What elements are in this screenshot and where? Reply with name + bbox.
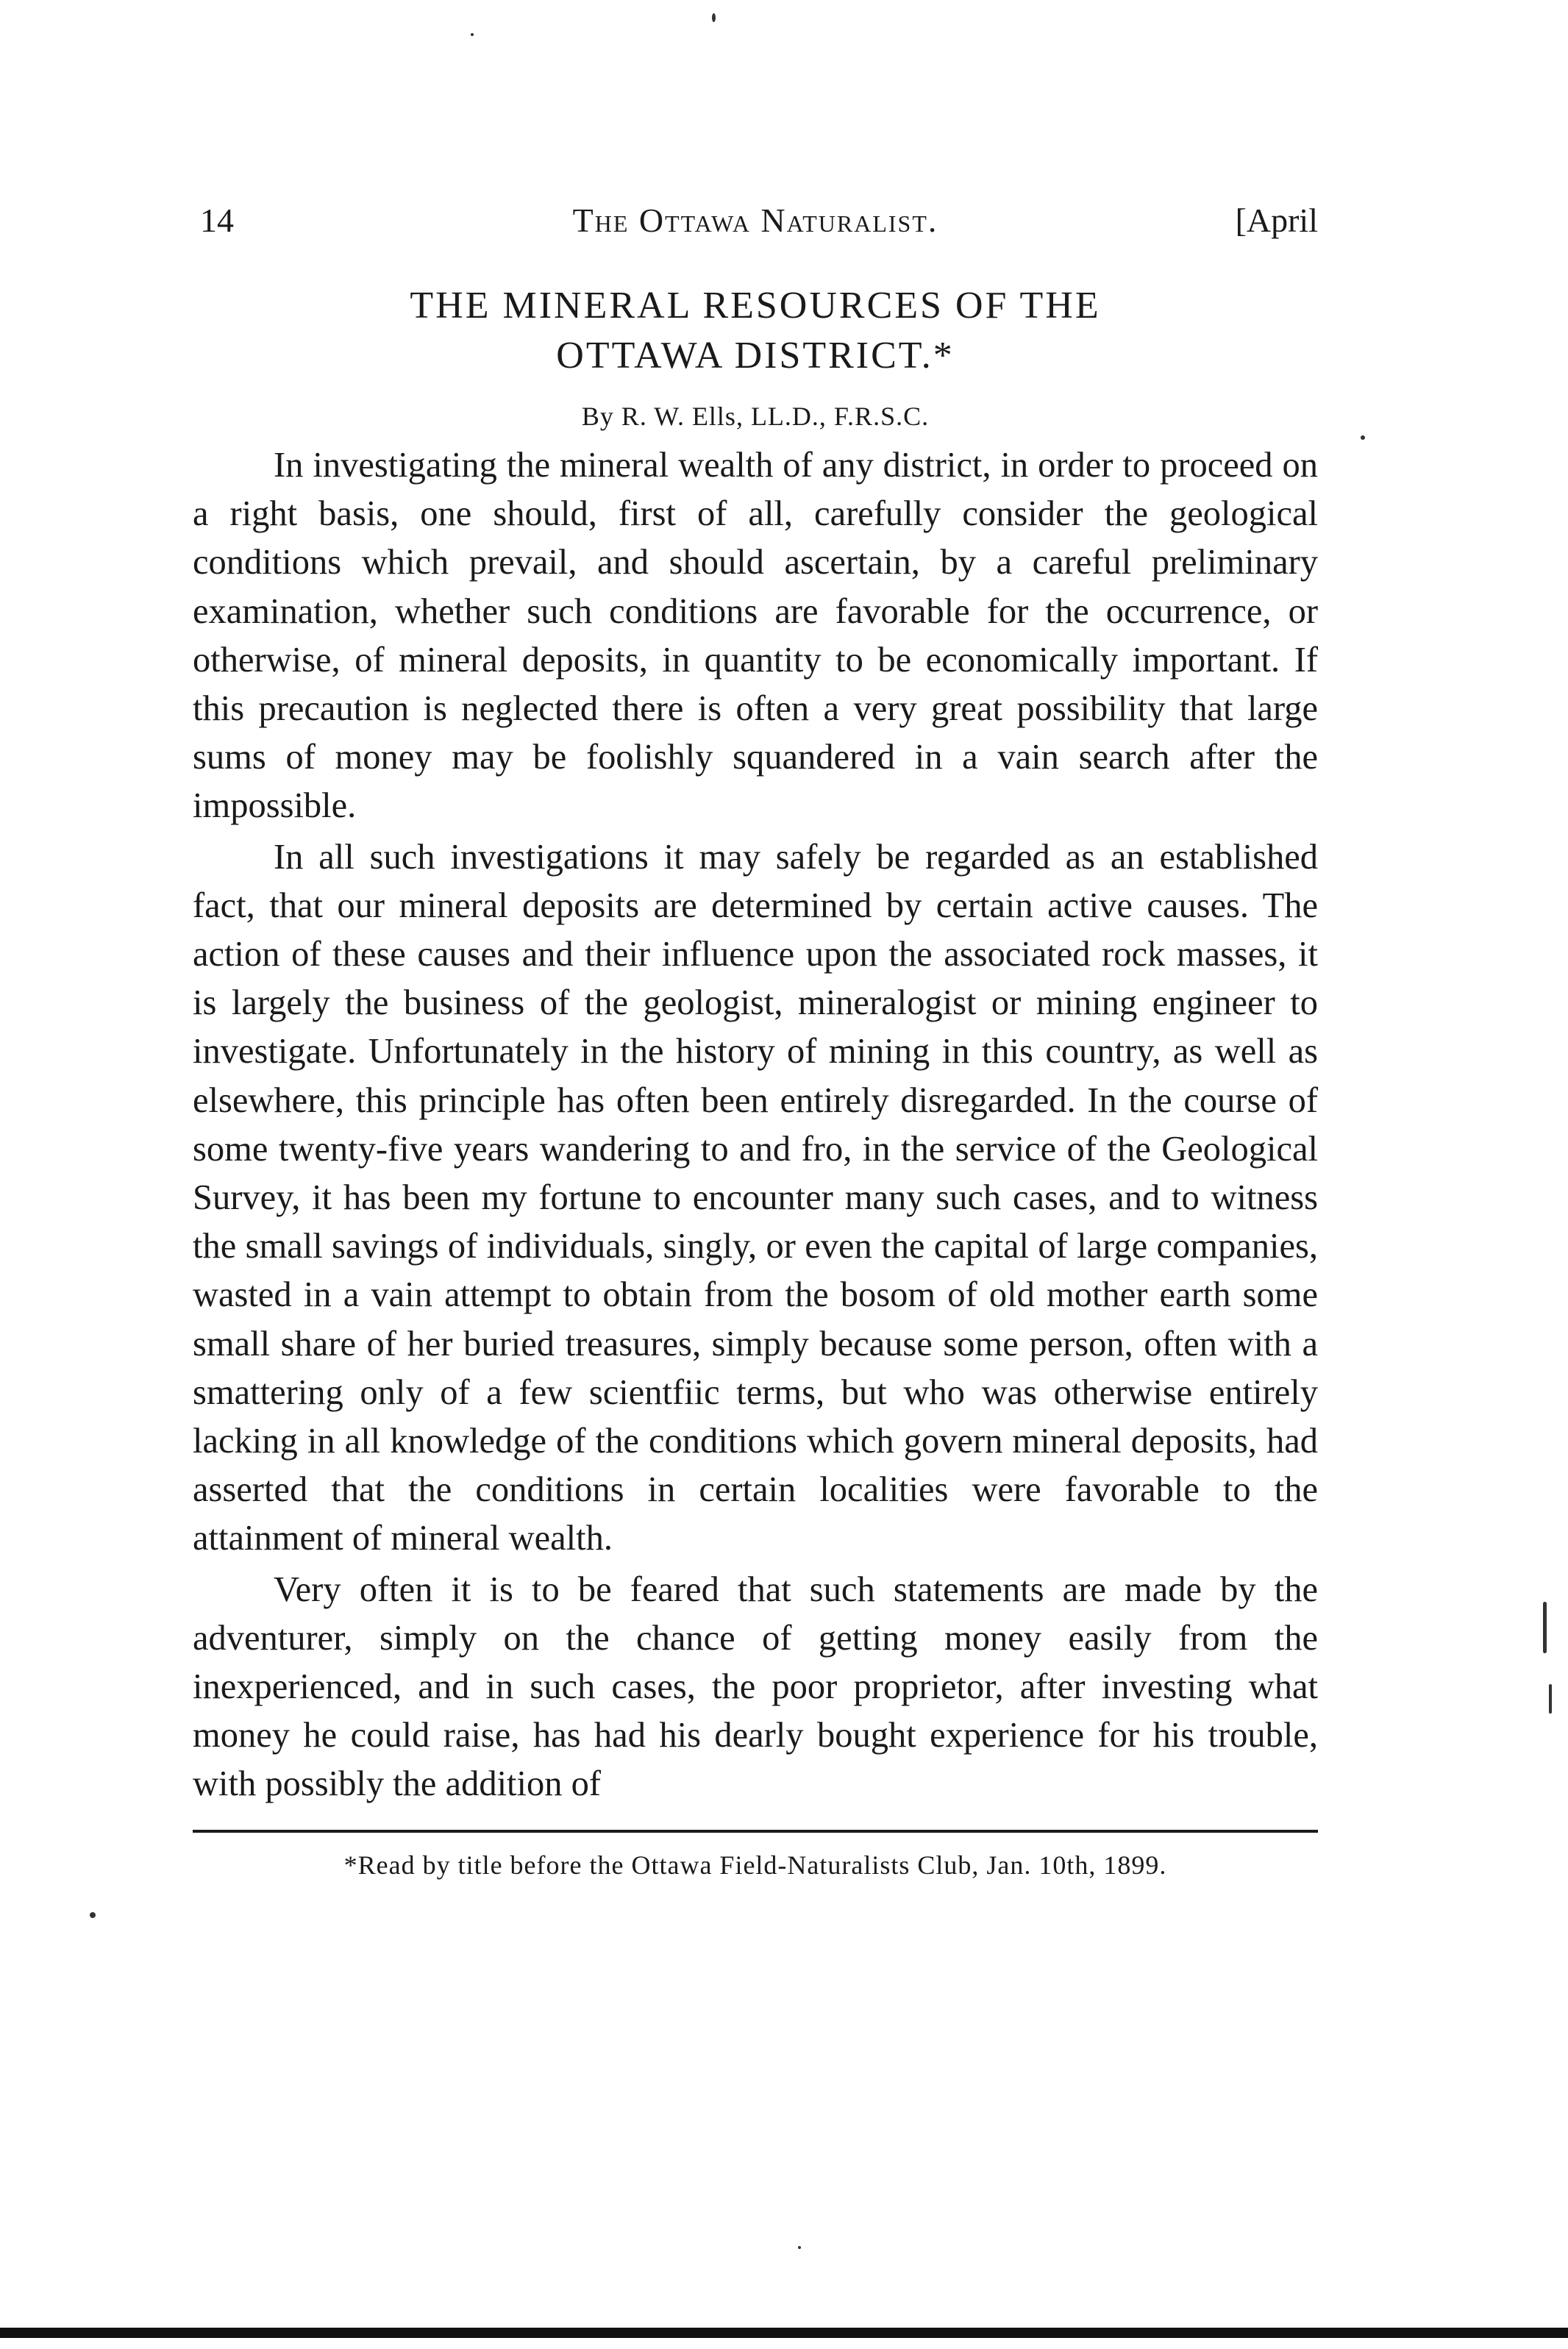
scan-speck	[712, 13, 716, 22]
running-head	[193, 197, 1318, 244]
document-page	[193, 197, 1318, 1883]
scan-speck	[798, 2246, 801, 2249]
paragraph: In investigating the mineral wealth of any district, in order to proceed on a right basis, one should, first of all, carefully consider the geological conditions which prevail, and should ascertain, by a careful preliminary examination, whether such conditions are favorable for the occurrence, or otherwise, of mineral deposits, in quantity to be economically important. If this precaution is neglected there is often a very great possibility that large sums of money may be foolishly squandered in a vain search after the impossible.	[193, 446, 1318, 826]
scan-speck	[471, 33, 474, 36]
paragraph: In all such investigations it may safely be regarded as an established fact, that our mineral deposits are determined by certain active causes. The action of these causes and their influence upon the associated rock masses, it is largely the business of the geologist, mineralogist or mining engineer to investigate. Unfortunately in the history of mining in this country, as well as elsewhere, this principle has often been entirely disregarded. In the course of some twenty-five years wandering to and fro, in the service of the Geological Survey, it has been my fortune to encounter many such cases, and to witness the small savings of individuals, singly, or even the capital of large companies, wasted in a vain attempt to obtain from the bosom of old mother earth some small share of her buried treasures, simply because some person, often with a smattering only of a few scientfiic terms, but who was otherwise entirely lacking in all knowledge of the conditions which govern mineral deposits, had asserted that the conditions in certain localities were favorable to the attainment of mineral wealth.	[193, 837, 1318, 1558]
article-title-line-1: THE MINERAL RESOURCES OF THE	[410, 285, 1101, 327]
footnote: *Read by title before the Ottawa Field-Naturalists Club, Jan. 10th, 1899.	[343, 1850, 1167, 1880]
article-title	[193, 281, 1318, 381]
scan-speck	[90, 1912, 96, 1918]
scan-bottom-edge	[0, 2328, 1568, 2338]
scan-speck	[1549, 1684, 1552, 1714]
issue-label: [April	[1235, 202, 1318, 239]
scan-speck	[1543, 1602, 1547, 1653]
article-body	[193, 441, 1318, 1809]
footnote-rule	[193, 1830, 1318, 1833]
scan-speck	[1361, 435, 1365, 440]
byline: By R. W. Ells, LL.D., F.R.S.C.	[581, 402, 930, 431]
article-title-line-2: OTTAWA DISTRICT.*	[556, 335, 955, 377]
paragraph: Very often it is to be feared that such statements are made by the adventurer, simply on the chance of getting money easily from the inexperienced, and in such cases, the poor proprietor, after investing what money he could raise, has had his dearly bought experience for his trouble, with possibly the addition of	[193, 1569, 1318, 1804]
page-number: 14	[200, 202, 234, 239]
journal-title: The Ottawa Naturalist.	[572, 202, 938, 239]
